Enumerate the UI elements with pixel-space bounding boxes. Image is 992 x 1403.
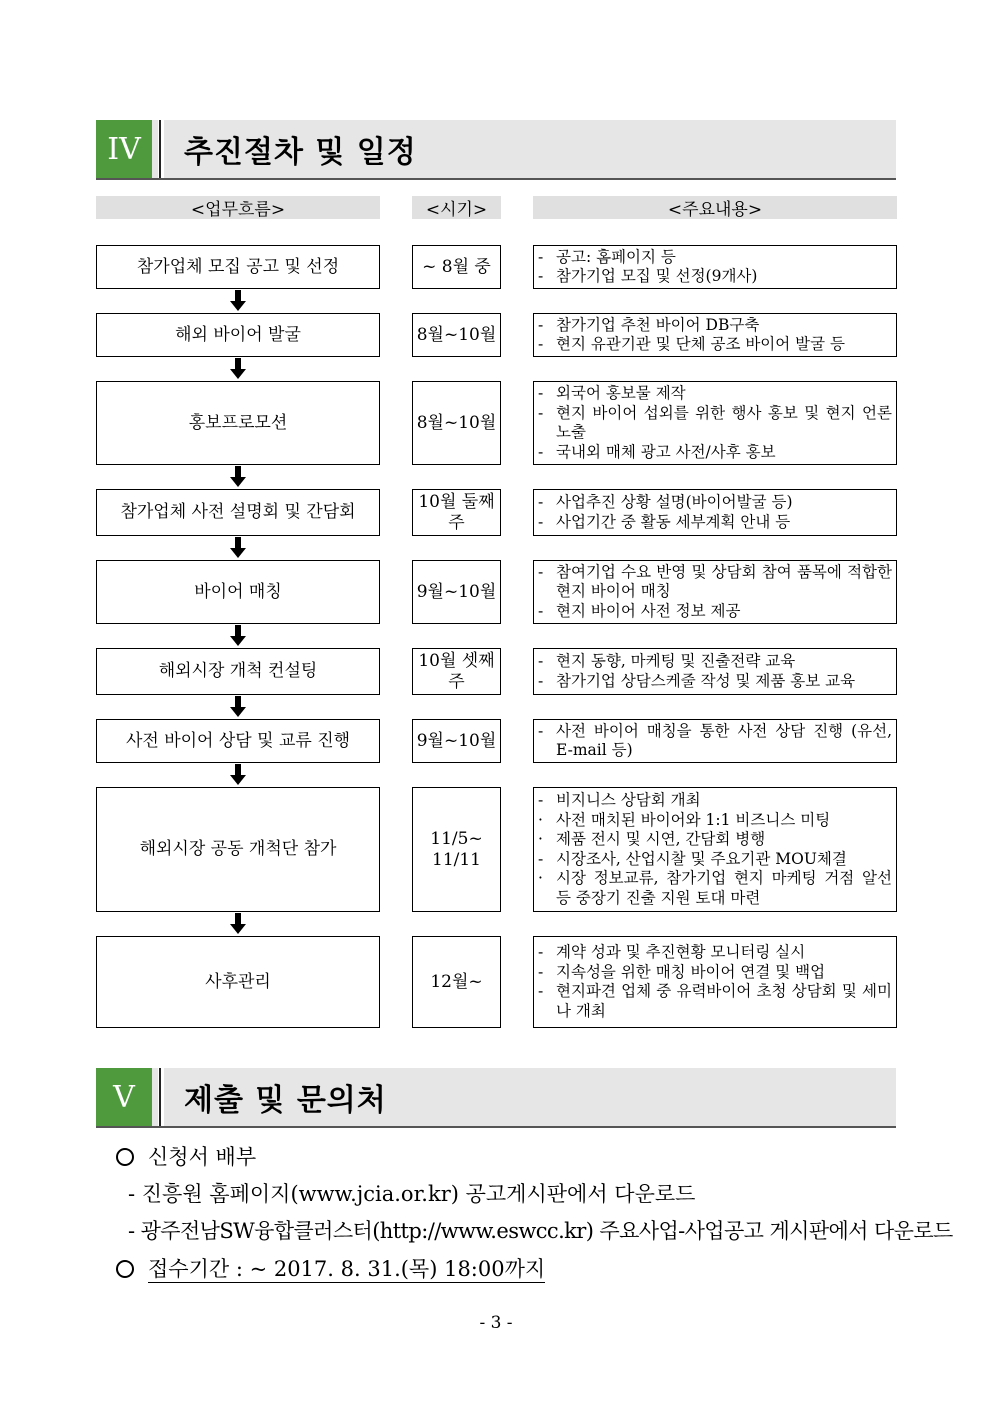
content-item [538, 602, 892, 622]
flow-step: 해외 바이어 발굴 [96, 313, 380, 357]
content-text: 사업기간 중 활동 세부계획 안내 등 [556, 512, 791, 531]
content-item [538, 722, 892, 761]
content-box [533, 936, 897, 1028]
content-item [538, 513, 892, 533]
content-item [538, 830, 892, 850]
content-text: 현지 바이어 사전 정보 제공 [556, 601, 741, 620]
section-4-number: IV [96, 120, 152, 178]
content-item [538, 652, 892, 672]
content-text: 외국어 홍보물 제작 [556, 384, 686, 402]
content-item [538, 672, 892, 692]
bullet-marker: - [538, 267, 544, 285]
bullet-marker: · [538, 810, 543, 829]
down-arrow-icon [229, 290, 247, 312]
flow-step: 해외시장 개척 컨설팅 [96, 648, 380, 695]
content-item [538, 963, 892, 983]
flow-step: 바이어 매칭 [96, 560, 380, 624]
page-number: - 3 - [479, 1313, 513, 1333]
content-box [533, 313, 897, 357]
column-header-flow: <업무흐름> [96, 196, 380, 219]
down-arrow-icon [229, 696, 247, 718]
content-text: 사전 바이어 매칭을 통한 사전 상담 진행 (유선, E-mail 등) [556, 721, 892, 759]
section-5-title: 제출 및 문의처 [184, 1083, 387, 1118]
schedule-period: 10월 둘째주 [412, 489, 501, 536]
bullet-marker: - [538, 403, 544, 422]
bullet-marker: - [538, 652, 544, 670]
section-5-header [96, 1068, 896, 1128]
down-arrow-icon [229, 625, 247, 647]
flow-step: 홍보프로모션 [96, 381, 380, 465]
content-text: 사업추진 상황 설명(바이어발굴 등) [556, 493, 793, 511]
flow-step: 사후관리 [96, 936, 380, 1028]
content-text: 참여기업 수요 반영 및 상담회 참여 품목에 적합한 현지 바이어 매칭 [556, 562, 892, 601]
content-text: 현지파견 업체 중 유력바이어 초청 상담회 및 세미나 개최 [556, 982, 892, 1020]
content-item [538, 404, 892, 443]
down-arrow-icon [229, 537, 247, 559]
flow-step: 해외시장 공동 개척단 참가 [96, 787, 380, 912]
list-item-download-jcia: - 진흥원 홈페이지(www.jcia.or.kr) 공고게시판에서 다운로드 [128, 1182, 696, 1206]
content-text: 시장 정보교류, 참가기업 현지 마케팅 거점 알선 등 중장기 진출 지원 토대 마련 [556, 869, 892, 907]
content-text: 현지 바이어 섭외를 위한 행사 홍보 및 현지 언론 노출 [556, 403, 892, 441]
content-text: 참가기업 상담스케줄 작성 및 제품 홍보 교육 [556, 671, 856, 690]
content-box [533, 489, 897, 536]
content-text: 사전 매치된 바이어와 1:1 비즈니스 미팅 [556, 810, 831, 829]
bullet-marker: - [538, 601, 544, 620]
content-item [538, 982, 892, 1021]
schedule-period: 11/5~ 11/11 [412, 787, 501, 912]
bullet-marker: - [538, 943, 544, 961]
content-text: 시장조사, 산업시찰 및 주요기관 MOU체결 [556, 849, 847, 868]
content-text: 현지 유관기관 및 단체 공조 바이어 발굴 등 [556, 335, 846, 353]
content-box [533, 381, 897, 465]
schedule-period: 9월~10월 [412, 560, 501, 624]
content-box [533, 648, 897, 695]
content-box [533, 245, 897, 289]
content-text: 현지 동향, 마케팅 및 진출전략 교육 [556, 652, 796, 670]
down-arrow-icon [229, 913, 247, 935]
circle-bullet-icon [116, 1260, 134, 1278]
section-4-title: 추진절차 및 일정 [184, 135, 417, 170]
content-item [538, 850, 892, 870]
bullet-marker: - [538, 962, 544, 981]
bullet-marker: - [538, 721, 544, 740]
content-item [538, 493, 892, 513]
bullet-marker: - [538, 982, 544, 1000]
content-item [538, 267, 892, 287]
schedule-period: 10월 셋째주 [412, 648, 501, 695]
list-item-download-eswcc: - 광주전남SW융합클러스터(http://www.eswcc.kr) 주요사업-사업공고 게시판에서 다운로드 [128, 1219, 953, 1243]
content-text: 공고: 홈페이지 등 [556, 247, 676, 266]
content-text: 지속성을 위한 매칭 바이어 연결 및 백업 [556, 962, 826, 981]
content-item [538, 791, 892, 811]
content-item [538, 943, 892, 963]
content-text: 비지니스 상담회 개최 [556, 791, 701, 809]
bullet-marker: · [538, 869, 543, 887]
schedule-period: 8월~10월 [412, 313, 501, 357]
bullet-marker: - [538, 247, 544, 266]
content-item [538, 443, 892, 463]
bullet-marker: - [538, 791, 544, 809]
content-item [538, 384, 892, 404]
content-item [538, 811, 892, 831]
content-item [538, 316, 892, 336]
content-item [538, 563, 892, 602]
column-header-time: <시기> [412, 196, 501, 219]
bullet-marker: - [538, 384, 544, 402]
section-4-header [96, 120, 896, 180]
schedule-period: 12월~ [412, 936, 501, 1028]
bullet-marker: - [538, 849, 544, 868]
down-arrow-icon [229, 764, 247, 786]
bullet-marker: · [538, 830, 543, 848]
content-text: 참가기업 추천 바이어 DB구축 [556, 315, 760, 334]
bullet-marker: - [538, 671, 544, 690]
flow-step: 참가업체 모집 공고 및 선정 [96, 245, 380, 289]
bullet-marker: - [538, 315, 544, 334]
bullet-marker: - [538, 562, 544, 581]
list-item-deadline: 접수기간 : ~ 2017. 8. 31.(목) 18:00까지 [116, 1253, 545, 1283]
bullet-marker: - [538, 335, 544, 353]
content-text: 국내외 매체 광고 사전/사후 홍보 [556, 442, 776, 461]
content-item [538, 248, 892, 268]
circle-bullet-icon [116, 1148, 134, 1166]
content-box [533, 787, 897, 912]
content-item [538, 335, 892, 355]
flow-step: 참가업체 사전 설명회 및 간담회 [96, 489, 380, 536]
content-text: 참가기업 모집 및 선정(9개사) [556, 267, 758, 285]
bullet-marker: - [538, 512, 544, 531]
column-header-content: <주요내용> [533, 196, 897, 219]
down-arrow-icon [229, 358, 247, 380]
schedule-period: ~ 8월 중 [412, 245, 501, 289]
content-text: 제품 전시 및 시연, 간담회 병행 [556, 830, 766, 848]
content-box [533, 719, 897, 763]
flow-step: 사전 바이어 상담 및 교류 진행 [96, 719, 380, 763]
bullet-marker: - [538, 493, 544, 511]
schedule-period: 9월~10월 [412, 719, 501, 763]
content-item [538, 869, 892, 908]
section-5-number: V [96, 1068, 152, 1126]
down-arrow-icon [229, 466, 247, 488]
list-item-distribution: 신청서 배부 [116, 1141, 256, 1171]
schedule-period: 8월~10월 [412, 381, 501, 465]
content-text: 계약 성과 및 추진현황 모니터링 실시 [556, 943, 806, 961]
bullet-marker: - [538, 442, 544, 461]
content-box [533, 560, 897, 624]
